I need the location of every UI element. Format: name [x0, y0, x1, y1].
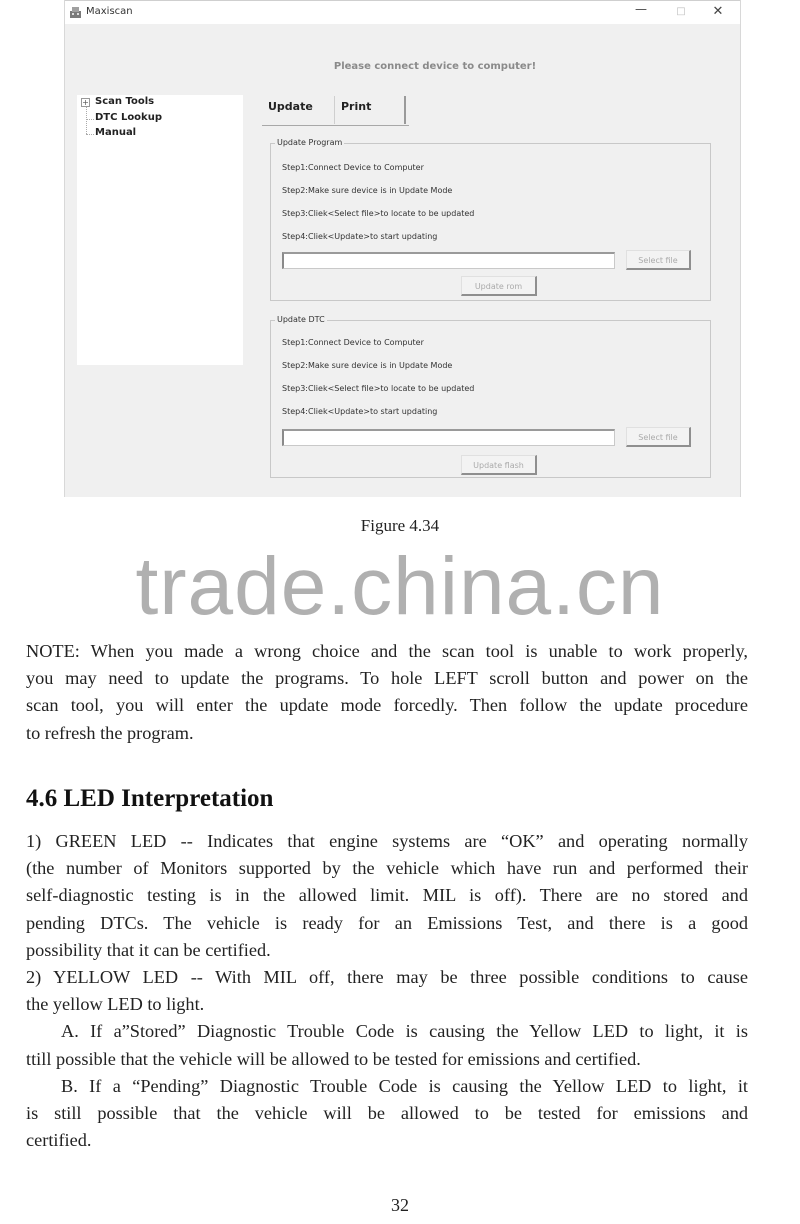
section-heading: 4.6 LED Interpretation	[26, 785, 274, 812]
group-title: Update DTC	[277, 315, 325, 324]
watermark: trade.china.cn	[135, 541, 665, 632]
note-paragraph	[26, 638, 748, 747]
step-3: Step3:Cliek<Select file>to locate to be updated	[282, 384, 475, 393]
update-flash-button[interactable]: Update flash	[461, 455, 537, 475]
expand-icon[interactable]: +	[82, 98, 89, 107]
text-line: A. If a”Stored” Diagnostic Trouble Code is causing the Yellow LED to light, it is	[61, 1021, 748, 1042]
tree-item-dtc-lookup[interactable]: DTC Lookup	[95, 112, 162, 123]
page-number: 32	[391, 1195, 409, 1215]
text-line: B. If a “Pending” Diagnostic Trouble Code is causing the Yellow LED to light, it	[61, 1075, 748, 1096]
group-title: Update Program	[277, 138, 343, 147]
update-dtc-group	[270, 315, 711, 478]
text-line: certified.	[26, 1130, 92, 1151]
title-bar	[65, 0, 740, 24]
program-file-input[interactable]	[282, 252, 615, 269]
text-line: pending DTCs. The vehicle is ready for an Emissions Test, and there is a good	[26, 912, 748, 933]
figure-caption: Figure 4.34	[360, 516, 440, 535]
window-title: Maxiscan	[86, 6, 133, 17]
update-program-group	[270, 138, 711, 301]
update-rom-button[interactable]: Update rom	[461, 276, 537, 296]
text-line: NOTE: When you made a wrong choice and the scan tool is unable to work properly,	[26, 641, 748, 661]
tree-connector	[86, 119, 94, 120]
tree-item-scan-tools[interactable]: Scan Tools	[95, 96, 155, 107]
tab-divider	[262, 125, 409, 126]
tree-connector	[86, 134, 94, 135]
step-2: Step2:Make sure device is in Update Mode	[282, 186, 453, 195]
connection-status-message: Please connect device to computer!	[333, 61, 537, 72]
step-1: Step1:Connect Device to Computer	[282, 163, 424, 172]
dtc-file-input[interactable]	[282, 429, 615, 446]
app-icon	[69, 6, 82, 19]
text-line: 2) YELLOW LED -- With MIL off, there may be three possible conditions to cause	[26, 966, 748, 987]
step-1: Step1:Connect Device to Computer	[282, 338, 424, 347]
text-line: to refresh the program.	[26, 722, 194, 743]
navigation-tree	[77, 95, 243, 365]
maxiscan-window	[64, 0, 741, 497]
maximize-icon[interactable]: □	[676, 6, 686, 17]
text-line: possibility that it can be certified.	[26, 939, 271, 960]
tab-update[interactable]: Update	[262, 96, 334, 124]
text-line: is still possible that the vehicle will be allowed to be tested for emissions and	[26, 1102, 748, 1123]
close-icon[interactable]: ✕	[712, 4, 724, 19]
text-line: the yellow LED to light.	[26, 994, 205, 1015]
step-4: Step4:Cliek<Update>to start updating	[282, 407, 438, 416]
text-line: ttill possible that the vehicle will be allowed to be tested for emissions and certified.	[26, 1048, 641, 1069]
minimize-icon[interactable]: —	[635, 2, 647, 16]
tab-bar	[262, 96, 409, 127]
text-line: self-diagnostic testing is in the allowed limit. MIL is off). There are no stored and	[26, 885, 748, 906]
tree-connector	[86, 107, 87, 134]
led-interpretation-body	[26, 828, 748, 1154]
text-line: scan tool, you will enter the update mode forcedly. Then follow the update procedure	[26, 695, 748, 716]
tab-print[interactable]: Print	[334, 96, 406, 124]
text-line: 1) GREEN LED -- Indicates that engine systems are “OK” and operating normally	[26, 831, 748, 851]
step-2: Step2:Make sure device is in Update Mode	[282, 361, 453, 370]
step-4: Step4:Cliek<Update>to start updating	[282, 232, 438, 241]
select-file-button[interactable]: Select file	[626, 250, 691, 270]
text-line: (the number of Monitors supported by the vehicle which have run and performed their	[26, 858, 748, 879]
select-file-button[interactable]: Select file	[626, 427, 691, 447]
tree-item-manual[interactable]: Manual	[95, 127, 137, 138]
text-line: you may need to update the programs. To hole LEFT scroll button and power on the	[26, 668, 748, 689]
step-3: Step3:Cliek<Select file>to locate to be updated	[282, 209, 475, 218]
